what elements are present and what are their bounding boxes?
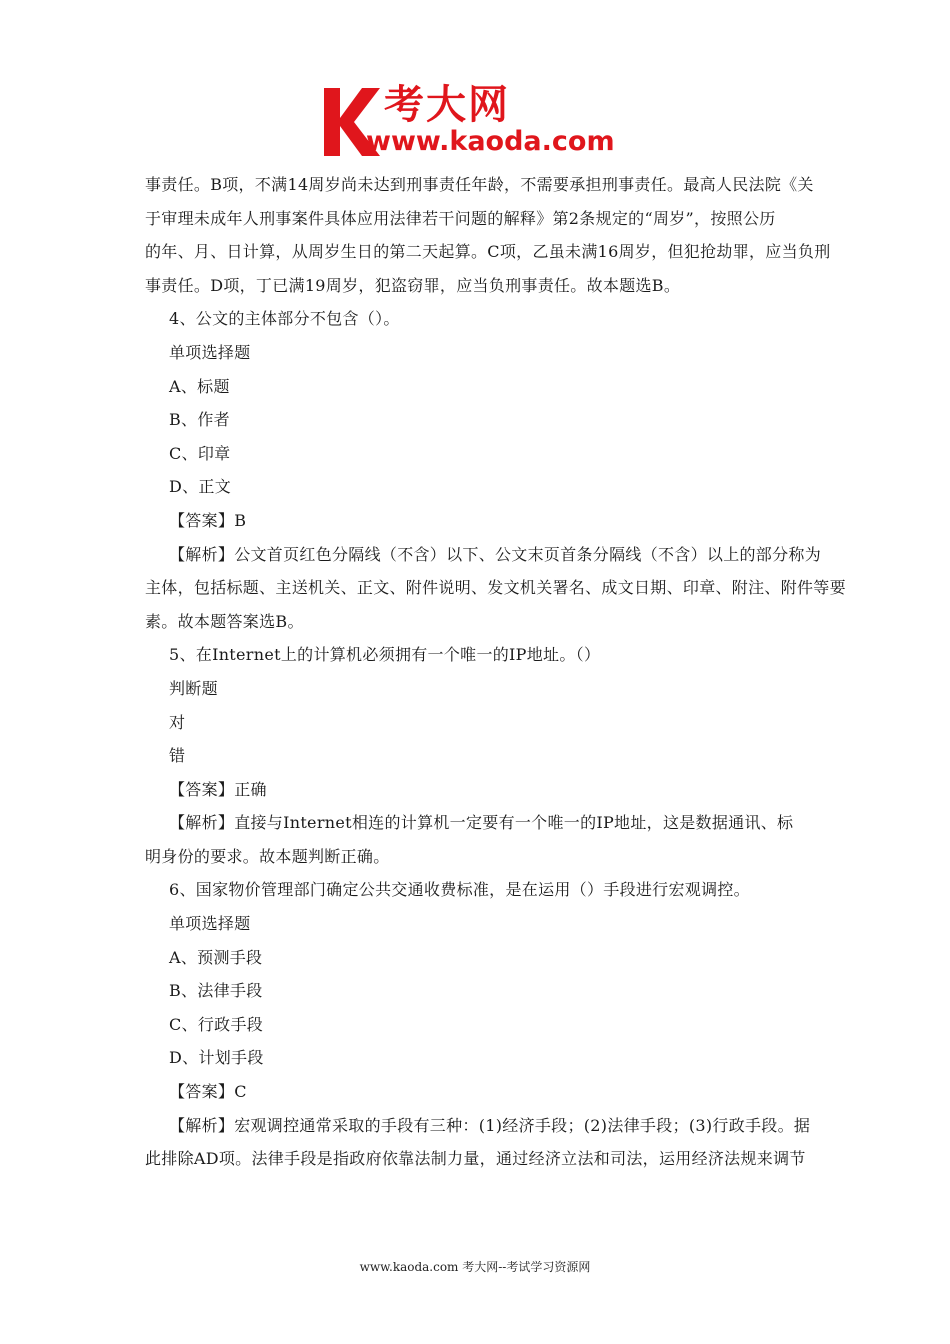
page-footer: www.kaoda.com 考大网--考试学习资源网 — [359, 1260, 591, 1274]
text-line: 【解析】宏观调控通常采取的手段有三种：(1)经济手段；(2)法律手段；(3)行政手段。据 — [169, 1115, 811, 1135]
text-line: 6、国家物价管理部门确定公共交通收费标准，是在运用（）手段进行宏观调控。 — [169, 880, 750, 900]
text-line: 的年、月、日计算，从周岁生日的第二天起算。C项，乙虽未满16周岁，但犯抢劫罪，应当负刑 — [145, 242, 831, 262]
document-body — [145, 168, 846, 1176]
text-line: 【解析】直接与Internet相连的计算机一定要有一个唯一的IP地址，这是数据通讯、标 — [169, 813, 794, 833]
text-line: B、作者 — [169, 410, 230, 430]
text-line: 错 — [169, 746, 186, 766]
text-line: C、印章 — [169, 443, 231, 463]
text-line: 明身份的要求。故本题判断正确。 — [145, 846, 390, 866]
text-line: 4、公文的主体部分不包含（）。 — [169, 309, 400, 329]
text-line: D、计划手段 — [169, 1048, 264, 1068]
text-line: 事责任。B项，不满14周岁尚未达到刑事责任年龄，不需要承担刑事责任。最高人民法院《关 — [145, 175, 814, 194]
text-line: A、标题 — [169, 376, 230, 396]
text-line: 【答案】B — [169, 510, 247, 530]
text-line: 事责任。D项，丁已满19周岁，犯盗窃罪，应当负刑事责任。故本题选B。 — [145, 275, 681, 295]
text-line: A、预测手段 — [169, 947, 263, 967]
text-line: 判断题 — [169, 678, 218, 698]
text-line: 【答案】正确 — [169, 779, 267, 799]
text-line: 【答案】C — [169, 1082, 247, 1102]
text-line: 5、在Internet上的计算机必须拥有一个唯一的IP地址。（） — [169, 645, 601, 665]
text-line: 于审理未成年人刑事案件具体应用法律若干问题的解释》第2条规定的“周岁”，按照公历 — [145, 208, 776, 228]
text-line: 素。故本题答案选B。 — [145, 611, 304, 631]
text-line: 【解析】公文首页红色分隔线（不含）以下、公文末页首条分隔线（不含）以上的部分称为 — [169, 544, 822, 564]
text-line: C、行政手段 — [169, 1014, 264, 1034]
text-line: B、法律手段 — [169, 981, 263, 1001]
text-line: 单项选择题 — [169, 914, 251, 934]
text-line: 单项选择题 — [169, 342, 251, 362]
kaoda-logo — [318, 82, 638, 162]
logo-url: www.kaoda.com — [366, 126, 615, 157]
text-line: 对 — [169, 712, 186, 732]
text-line: 此排除AD项。法律手段是指政府依靠法制力量，通过经济立法和司法，运用经济法规来调节 — [145, 1149, 806, 1169]
text-line: D、正文 — [169, 477, 232, 497]
text-line: 主体，包括标题、主送机关、正文、附件说明、发文机关署名、成文日期、印章、附注、附件等要 — [145, 578, 846, 598]
logo-name-cn: 考大网 — [384, 82, 510, 128]
